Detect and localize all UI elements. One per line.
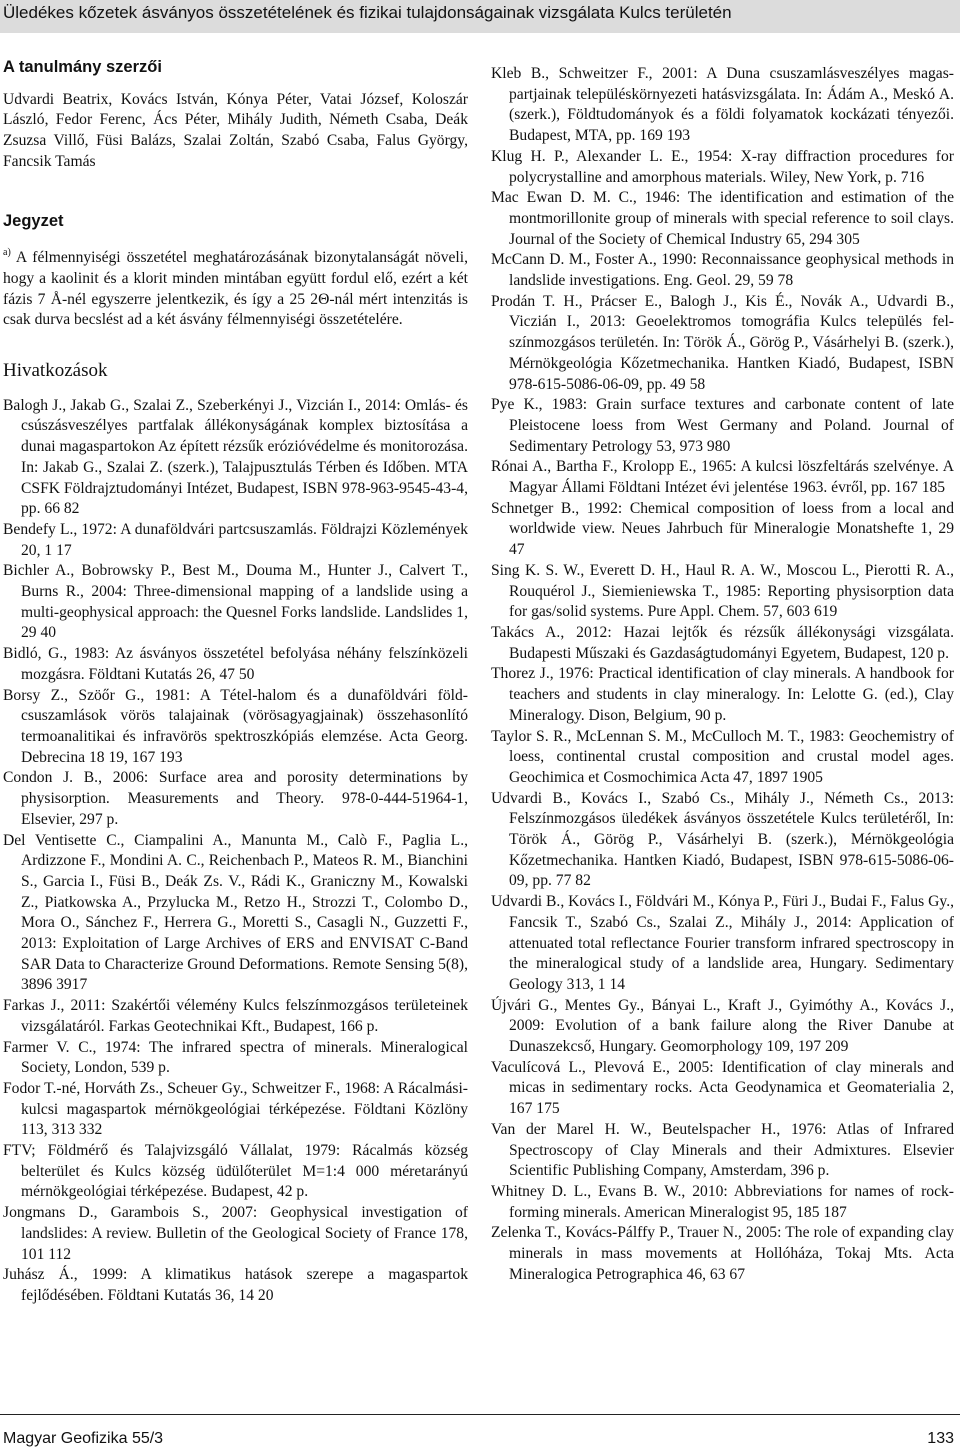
reference-item: Takács A., 2012: Hazai lejtők és rézsűk állékonysági vizsgálata. Budapesti Műszaki és Gazdaságtudományi Egyetem, Budapest, 120 p. <box>491 623 954 662</box>
authors-text: Udvardi Beatrix, Kovács István, Kónya Péter, Vatai József, Koloszár László, Fedor Ferenc, Ács Péter, Mihály Judith, Németh Csaba, Deák Zsuzsa Villő, Füsi Balázs, Szalai Zoltán, Szabó Csaba, Falus György, Fancsik Tamás <box>3 90 468 170</box>
page-header <box>0 0 960 33</box>
reference-item: Bidló, G., 1983: Az ásványos összetétel befolyása néhány felszínközeli mozgásra. Földtani Kutatás 26, 47 50 <box>3 645 468 683</box>
reference-item: Farkas J., 2011: Szakértői vélemény Kulcs felszínmozgásos területeinek vizsgálatáról. Farkas Geotechnikai Kft., Budapest, 166 p. <box>3 997 468 1035</box>
page-footer <box>0 1414 960 1453</box>
authors-heading: A tanulmány szerzői <box>3 58 162 76</box>
page-number: 133 <box>927 1430 954 1447</box>
reference-item: Schnetger B., 1992: Chemical composition of loess from a local and worldwide view. Neues Jahrbuch für Mineralogie Monatshefte 1, 29 47 <box>491 499 954 559</box>
reference-item: Mac Ewan D. M. C., 1946: The identification and estimation of the montmorillonite group of minerals with special reference to soil clays. Journal of the Society of Chemical Industry 65, 294 305 <box>491 189 954 248</box>
footer-rule <box>0 1414 960 1415</box>
left-column <box>3 57 468 1307</box>
reference-item: Sing K. S. W., Everett D. H., Haul R. A. W., Moscou L., Pierotti R. A., Rouquérol J., Siemieniewska T., 1985: Reporting physisorption data for gas/solid systems. Pure Appl. Chem. 57, 603 619 <box>491 561 954 621</box>
note-body: A félmennyiségi összetétel meghatározásának bizonytalanságát növeli, hogy a kaolinit és a klorit minden mintában együtt fordul elő, ezért a két fázis 7 Å-nél egyszerre jelentkezik, és így a 25 2Θ-nál mért intenzitás is csak durva becslést ad a két ásvány félmennyiségi összetételére. <box>3 249 468 329</box>
reference-item: Udvardi B., Kovács I., Földvári M., Kónya P., Füri J., Budai F., Falus Gy., Fancsik T., Szabó Cs., Szalai Z., Mihály J., 2014: Application of attenuated total reflectance Fourier transform infrared spectroscopy in the mineralogical study of a landslide area, Hungary. Sedimentary Geology 313, 1 14 <box>491 893 954 993</box>
reference-item: Klug H. P., Alexander L. E., 1954: X-ray diffraction procedures for polycrystalline and amorphous materials. Wiley, New York, p. 716 <box>491 147 954 186</box>
reference-item: Condon J. B., 2006: Surface area and porosity determinations by physisorption. Measurements and Theory. 978-0-444-51964-1, Elsevier, 297 p. <box>3 769 468 828</box>
reference-item: McCann D. M., Foster A., 1990: Reconnaissance geophysical methods in landslide investigations. Eng. Geol. 29, 59 78 <box>491 251 954 290</box>
reference-item: Rónai A., Bartha F., Krolopp E., 1965: A kulcsi löszfeltárás szelvénye. A Magyar Állami Földtani Intézet évi jelentése 1963. évről, pp. 167 185 <box>491 458 954 497</box>
reference-item: Prodán T. H., Prácser E., Balogh J., Kis É., Novák A., Udvardi B., Viczián I., 2013: Geoelektromos tomográfia Kulcs település felszínmozgásos területén. In: Török Á., Görög P., Vásárhelyi B. (szerk.), Mérnökgeológia Kőzetmechanika. Hantken Kiadó, Budapest, ISBN 978-615-5086-06-09, pp. 49 58 <box>491 292 954 393</box>
reference-item: Whitney D. L., Evans B. W., 2010: Abbreviations for names of rock-forming minerals. American Mineralogist 95, 185 187 <box>491 1182 954 1221</box>
reference-item: Vaculícová L., Plevová E., 2005: Identification of clay minerals and micas in sedimentary rocks. Acta Geodynamica et Geomaterialia 2, 167 175 <box>491 1058 954 1118</box>
reference-item: Juhász Á., 1999: A klimatikus hatások szerepe a magaspartok fejlődésében. Földtani Kutatás 36, 14 20 <box>3 1266 468 1304</box>
reference-item: Balogh J., Jakab G., Szalai Z., Szeberkényi J., Vizcián I., 2014: Omlás- és csúszásveszélyes partfalak állékonyságának komplex biztosítása a dunai magaspartokon Az épített rézsűk erózióvédelme és monitorozása. In: Jakab G., Szalai Z. (szerk.), Talajpusztulás Térben és Időben. MTA CSFK Földrajztudományi Intézet, Budapest, ISBN 978-963-9545-43-4, pp. 66 82 <box>3 396 468 518</box>
reference-item: Borsy Z., Szöőr G., 1981: A Tétel-halom és a dunaföldvári földcsuszamlások vörös talajainak (vörösagyagjainak) összehasonlító termoanalitikai és infravörös spektroszkópiás elemzése. Acta Georg. Debrecina 18 19, 167 193 <box>3 686 468 766</box>
reference-item: Taylor S. R., McLennan S. M., McCulloch M. T., 1983: Geochemistry of loess, continental crustal composition and crustal model ages. Geochimica et Cosmochimica Acta 47, 1897 1905 <box>491 727 954 786</box>
running-title: Üledékes kőzetek ásványos összetételének és fizikai tulajdonságainak vizsgálata Kulcs területén <box>3 3 732 22</box>
reference-item: Pye K., 1983: Grain surface textures and carbonate content of late Pleistocene loess from West Germany and Poland. Journal of Sedimentary Petrology 53, 973 980 <box>491 396 954 455</box>
references-list-left <box>3 396 468 1307</box>
reference-item: Udvardi B., Kovács I., Szabó Cs., Mihály J., Németh Cs., 2013: Felszínmozgásos üledékek ásványos összetétele Kulcs területéről, In: Török Á., Görög P., Vásárhelyi B. (szerk.), Mérnökgeológia Kőzetmechanika. Hantken Kiadó, Budapest, ISBN 978-615-5086-06-09, pp. 77 82 <box>491 789 954 890</box>
reference-item: Zelenka T., Kovács-Pálffy P., Trauer N., 2005: The role of expanding clay minerals in mass movements at Hollóháza, Tokaj Mts. Acta Mineralogica Petrographica 46, 63 67 <box>491 1224 954 1283</box>
reference-item: Bichler A., Bobrowsky P., Best M., Douma M., Hunter J., Calvert T., Burns R., 2004: Three-dimensional mapping of a landslide using a multi-geophysical approach: the Quesnel Forks landslide. Landslides 1, 29 40 <box>3 562 468 642</box>
right-column <box>491 64 954 1285</box>
reference-item: FTV; Földmérő és Talajvizsgáló Vállalat, 1979: Rácalmás község belterület és Kulcs község üdülőterület M=1:4 000 méretarányú mérnökgeológiai térképezése. Budapest, 42 p. <box>3 1142 468 1201</box>
references-heading: Hivatkozások <box>3 360 108 382</box>
reference-item: Van der Marel H. W., Beutelspacher H., 1976: Atlas of Infrared Spectroscopy of Clay Minerals and their Admixtures. Elsevier Scientific Publishing Company, Amsterdam, 396 p. <box>491 1120 954 1180</box>
note-marker: a) <box>3 247 11 259</box>
note-text <box>3 243 468 331</box>
reference-item: Jongmans D., Garambois S., 2007: Geophysical investigation of landslides: A review. Bulletin of the Geological Society of France 178, 101 112 <box>3 1204 468 1263</box>
reference-item: Thorez J., 1976: Practical identification of clay minerals. A handbook for teachers and students in clay mineralogy. In: Lelotte G. (ed.), Clay Mineralogy. Dison, Belgium, 90 p. <box>491 665 954 724</box>
reference-item: Kleb B., Schweitzer F., 2001: A Duna csuszamlásveszélyes magaspartjainak településkörnyezeti hatásvizsgálata. In: Ádám A., Meskó A. (szerk.), Földtudományok és a földi folyamatok kockázati tényezői. Budapest, MTA, pp. 169 193 <box>491 65 954 145</box>
reference-item: Farmer V. C., 1974: The infrared spectra of minerals. Mineralogical Society, London, 539 p. <box>3 1038 468 1077</box>
journal-name: Magyar Geofizika 55/3 <box>3 1430 164 1447</box>
reference-item: Bendefy L., 1972: A dunaföldvári partcsuszamlás. Földrajzi Közlemények 20, 1 17 <box>3 520 468 559</box>
note-heading: Jegyzet <box>3 211 64 230</box>
reference-item: Újvári G., Mentes Gy., Bányai L., Kraft J., Gyimóthy A., Kovács J., 2009: Evolution of a bank failure along the River Danube at Dunaszekcső, Hungary. Geomorphology 109, 197 209 <box>491 996 954 1056</box>
reference-item: Fodor T.-né, Horváth Zs., Scheuer Gy., Schweitzer F., 1968: A Rácalmási-kulcsi magaspartok mérnökgeológiai térképezése. Földtani Közlöny 113, 313 332 <box>3 1079 468 1139</box>
reference-item: Del Ventisette C., Ciampalini A., Manunta M., Calò F., Paglia L., Ardizzone F., Mondini A. C., Reichenbach P., Mateos R. M., Bianchini S., Garcia I., Füsi B., Deák Zs. V., Rádi K., Graniczny M., Kowalski Z., Piatkowska A., Przylucka M., Retzo H., Strozzi T., Colombo D., Mora O., Sánchez F., Herrera G., Moretti S., Casagli N., Guzzetti F., 2013: Exploitation of Large Archives of ERS and ENVISAT C-Band SAR Data to Characterize Ground Deformations. Remote Sensing 5(8), 3896 3917 <box>3 831 468 994</box>
